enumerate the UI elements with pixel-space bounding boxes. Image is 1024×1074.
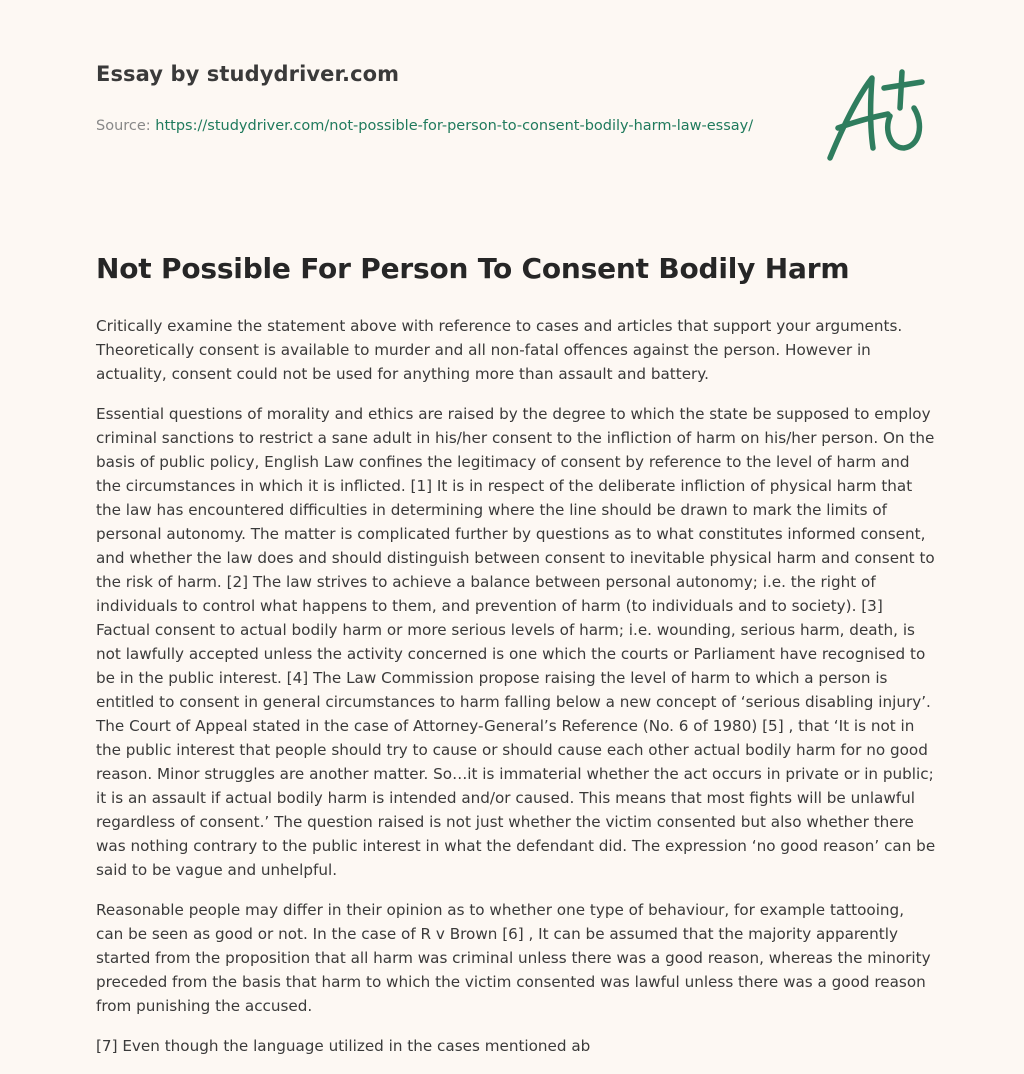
paragraph: Reasonable people may differ in their opinion as to whether one type of behaviour, for example tattooing, can be seen as good or not. In the case of R v Brown [6] , It can be assumed that the majority apparently started from the proposition that all harm was criminal unless there was a good reason, whereas the minority preceded from the basis that harm to which the victim consented was lawful unless there was a good reason from punishing the accused. xyxy=(96,901,931,1015)
site-brand: Essay by studydriver.com xyxy=(96,62,400,86)
source-label: Source: xyxy=(96,118,151,134)
source-link[interactable]: https://studydriver.com/not-possible-for-person-to-consent-bodily-harm-law-essay/ xyxy=(155,118,754,134)
essay-title: Not Possible For Person To Consent Bodily Harm xyxy=(96,252,850,285)
header xyxy=(96,62,776,138)
source-line xyxy=(96,114,776,138)
paragraph: Critically examine the statement above with reference to cases and articles that support your arguments. Theoretically consent is available to murder and all non-fatal offences against the person. However in actuality, consent could not be used for anything more than assault and battery. xyxy=(96,317,903,383)
essay-body xyxy=(96,314,936,1074)
paragraph: [7] Even though the language utilized in the cases mentioned ab xyxy=(96,1037,591,1055)
a-plus-logo-icon xyxy=(820,64,930,164)
paragraph: Essential questions of morality and ethics are raised by the degree to which the state be supposed to employ criminal sanctions to restrict a sane adult in his/her consent to the infliction of harm on his/her person. On the basis of public policy, English Law confines the legitimacy of consent by reference to the level of harm and the circumstances in which it is inflicted. [1] It is in respect of the deliberate infliction of physical harm that the law has encountered difficulties in determining where the line should be drawn to mark the limits of personal autonomy. The matter is complicated further by questions as to what constitutes informed consent, and whether the law does and should distinguish between consent to inevitable physical harm and consent to the risk of harm. [2] The law strives to achieve a balance between personal autonomy; i.e. the right of individuals to control what happens to them, and prevention of harm (to individuals and to society). [3] Factual consent to actual bodily harm or more serious levels of harm; i.e. wounding, serious harm, death, is not lawfully accepted unless the activity concerned is one which the courts or Parliament have recognised to be in the public interest. [4] The Law Commission propose raising the level of harm to which a person is entitled to consent in general circumstances to harm falling below a new concept of ‘serious disabling injury’. The Court of Appeal stated in the case of Attorney-General’s Reference (No. 6 of 1980) [5] , that ‘It is not in the public interest that people should try to cause or should cause each other actual bodily harm for no good reason. Minor struggles are another matter. So…it is immaterial whether the act occurs in private or in public; it is an assault if actual bodily harm is intended and/or caused. This means that most fights will be unlawful regardless of consent.’ The question raised is not just whether the victim consented but also whether there was nothing contrary to the public interest in what the defendant did. The expression ‘no good reason’ can be said to be vague and unhelpful. xyxy=(96,405,936,879)
